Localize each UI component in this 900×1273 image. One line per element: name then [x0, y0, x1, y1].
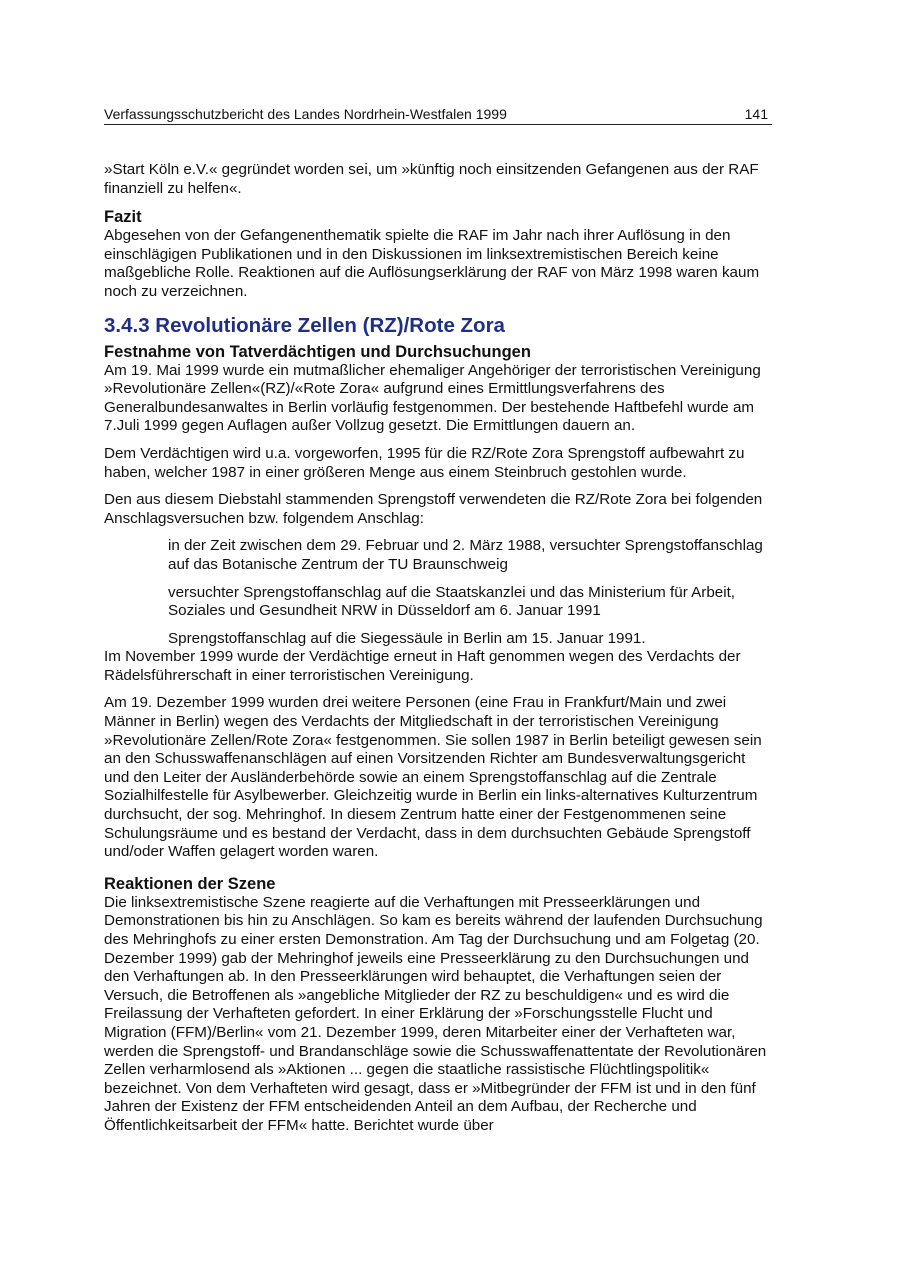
attack-item-3: Sprengstoffanschlag auf die Siegessäule in Berlin am 15. Januar 1991.: [168, 629, 646, 647]
attack-item-1: in der Zeit zwischen dem 29. Februar und 2. März 1988, versuchter Sprengstoffanschlag auf das Botanische Zentrum der TU Braunschweig: [168, 537, 763, 573]
festnahme-paragraph-5: Am 19. Dezember 1999 wurden drei weitere Personen (eine Frau in Frankfurt/Main und zwei Männer in Berlin) wegen des Verdachts der Mitgliedschaft in der terroristischen Vereinigung »Revolutionäre Zellen/Rote Zora« festgenommen. Sie sollen 1987 in Berlin beteiligt gewesen sein an den Schusswaffenanschlägen auf einen Vorsitzenden Richter am Bundesverwaltungsgericht und den Leiter der Ausländerbehörde sowie an einem Sprengstoffanschlag auf die Zentrale Sozialhilfestelle für Asylbewerber. Gleichzeitig wurde in Berlin ein links-alternatives Kulturzentrum durchsucht, der sog. Mehringhof. In diesem Zentrum hatte einer der Festgenommenen seine Schulungsräume und es bestand der Verdacht, dass in dem durchsuchten Gebäude Sprengstoff und/oder Waffen gelagert worden waren.: [104, 694, 762, 861]
intro-paragraph: »Start Köln e.V.« gegründet worden sei, um »künftig noch einsitzenden Gefangenen aus der RAF finanziell zu helfen«.: [104, 161, 759, 197]
page-number: 141: [744, 106, 768, 122]
page-header: [104, 106, 772, 125]
fazit-paragraph: Abgesehen von der Gefangenenthematik spielte die RAF im Jahr nach ihrer Auflösung in den einschlägigen Publikationen und in den Diskussionen im linksextremistischen Bereich keine maßgebliche Rolle. Reaktionen auf die Auflösungserklärung der RAF von März 1998 waren kaum noch zu verzeichnen.: [104, 227, 760, 300]
festnahme-paragraph-1: Am 19. Mai 1999 wurde ein mutmaßlicher ehemaliger Angehöriger der terroristischen Vereinigung »Revolutionäre Zellen«(RZ)/«Rote Zora« aufgrund eines Ermittlungsverfahrens des Generalbundesanwaltes in Berlin vorläufig festgenommen. Der bestehende Haftbefehl wurde am 7.Juli 1999 gegen Auflagen außer Vollzug gesetzt. Die Ermittlungen dauern an.: [104, 361, 761, 435]
fazit-heading: Fazit: [104, 208, 142, 227]
festnahme-heading: Festnahme von Tatverdächtigen und Durchsuchungen: [104, 342, 531, 361]
festnahme-paragraph-2: Dem Verdächtigen wird u.a. vorgeworfen, 1995 für die RZ/Rote Zora Sprengstoff aufbewahrt zu haben, welcher 1987 in einer größeren Menge aus einem Steinbruch gestohlen wurde.: [104, 444, 745, 481]
festnahme-paragraph-4: Im November 1999 wurde der Verdächtige erneut in Haft genommen wegen des Verdachts der Rädelsführerschaft in einer terroristischen Vereinigung.: [104, 648, 741, 684]
reaktionen-paragraph: Die linksextremistische Szene reagierte auf die Verhaftungen mit Presseerklärungen und Demonstrationen bis hin zu Anschlägen. So kam es bereits während der laufenden Durchsuchung des Mehringhofs zu einer ersten Demonstration. Am Tag der Durchsuchung und am Folgetag (20. Dezember 1999) gab der Mehringhof jeweils eine Presseerklärung zu den Durchsuchungen und den Verhaftungen ab. In den Presseerklärungen wird behauptet, die Verhaftungen seien der Versuch, die Betroffenen als »angebliche Mitglieder der RZ zu beschuldigen« und es wird die Freilassung der Verhafteten gefordert. In einer Erklärung der »Forschungsstelle Flucht und Migration (FFM)/Berlin« vom 21. Dezember 1999, deren Mitarbeiter einer der Verhafteten war, werden die Sprengstoff- und Brandanschläge sowie die Schusswaffenattentate der Revolutionären Zellen verharmlosend als »Aktionen ... gegen die staatliche rassistische Flüchtlingspolitik« bezeichnet. Von dem Verhafteten wird gesagt, dass er »Mitbegründer der FFM ist und in den fünf Jahren der Existenz der FFM entscheidenden Anteil an dem Aufbau, der Recherche und Öffentlichkeitsarbeit der FFM« hatte. Berichtet wurde über: [104, 893, 767, 1134]
section-heading: 3.4.3 Revolutionäre Zellen (RZ)/Rote Zora: [104, 313, 505, 337]
attack-item-2: versuchter Sprengstoffanschlag auf die Staatskanzlei und das Ministerium für Arbeit, Soziales und Gesundheit NRW in Düsseldorf am 6. Januar 1991: [168, 583, 736, 620]
header-title: Verfassungsschutzbericht des Landes Nordrhein-Westfalen 1999: [104, 106, 507, 122]
document-page: [104, 106, 772, 1136]
festnahme-paragraph-3: Den aus diesem Diebstahl stammenden Sprengstoff verwendeten die RZ/Rote Zora bei folgenden Anschlagsversuchen bzw. folgendem Anschlag:: [104, 491, 763, 527]
reaktionen-heading: Reaktionen der Szene: [104, 874, 276, 893]
